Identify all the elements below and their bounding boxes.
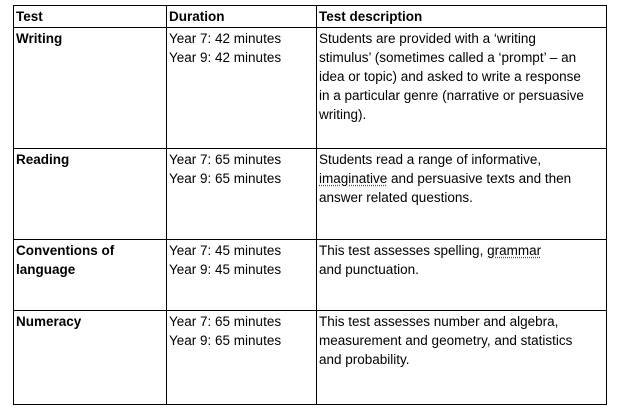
duration-cell — [167, 311, 317, 405]
description-line: writing). — [319, 107, 367, 122]
duration-cell — [167, 28, 317, 149]
description-line: This test assesses number and algebra, — [319, 314, 559, 329]
spellcheck-flagged-word: imaginative — [319, 171, 388, 186]
description-line: idea or topic) and asked to write a response — [319, 69, 581, 84]
description-line: stimulus’ (sometimes called a ‘prompt’ – an — [319, 50, 577, 65]
test-name: Conventions of — [16, 243, 115, 258]
table-row — [14, 149, 607, 240]
duration-year9: Year 9: 42 minutes — [169, 50, 282, 65]
duration-year9: Year 9: 65 minutes — [169, 333, 282, 348]
duration-year9: Year 9: 45 minutes — [169, 262, 282, 277]
test-name-cell — [14, 311, 167, 405]
test-name-cell — [14, 240, 167, 311]
test-name-cell — [14, 28, 167, 149]
test-name: Numeracy — [16, 314, 82, 329]
description-line: and probability. — [319, 352, 410, 367]
naplan-tests-table — [13, 5, 607, 405]
description-line — [319, 241, 604, 260]
description-line: answer related questions. — [319, 190, 473, 205]
description-line: Students read a range of informative, — [319, 152, 542, 167]
header-test: Test — [14, 6, 167, 28]
spellcheck-flagged-word: grammar — [487, 243, 542, 258]
table-row — [14, 311, 607, 405]
duration-cell — [167, 240, 317, 311]
test-name: Reading — [16, 152, 70, 167]
table-row — [14, 28, 607, 149]
description-line — [319, 169, 604, 188]
description-line: Students are provided with a ‘writing — [319, 31, 536, 46]
description-cell — [317, 149, 607, 240]
test-name-cell — [14, 149, 167, 240]
header-duration: Duration — [167, 6, 317, 28]
duration-year7: Year 7: 45 minutes — [169, 243, 282, 258]
description-cell — [317, 240, 607, 311]
description-line: and punctuation. — [319, 262, 419, 277]
description-line: measurement and geometry, and statistics — [319, 333, 573, 348]
header-description: Test description — [317, 6, 607, 28]
duration-year7: Year 7: 42 minutes — [169, 31, 282, 46]
duration-year9: Year 9: 65 minutes — [169, 171, 282, 186]
description-cell — [317, 28, 607, 149]
description-line: in a particular genre (narrative or persuasive — [319, 88, 584, 103]
description-text: This test assesses spelling, — [319, 243, 488, 258]
test-name: language — [16, 262, 76, 277]
table-header-row — [14, 6, 607, 28]
description-cell — [317, 311, 607, 405]
duration-cell — [167, 149, 317, 240]
duration-year7: Year 7: 65 minutes — [169, 314, 282, 329]
duration-year7: Year 7: 65 minutes — [169, 152, 282, 167]
table-row — [14, 240, 607, 311]
description-text: and persuasive texts and then — [387, 171, 572, 186]
test-name: Writing — [16, 31, 63, 46]
